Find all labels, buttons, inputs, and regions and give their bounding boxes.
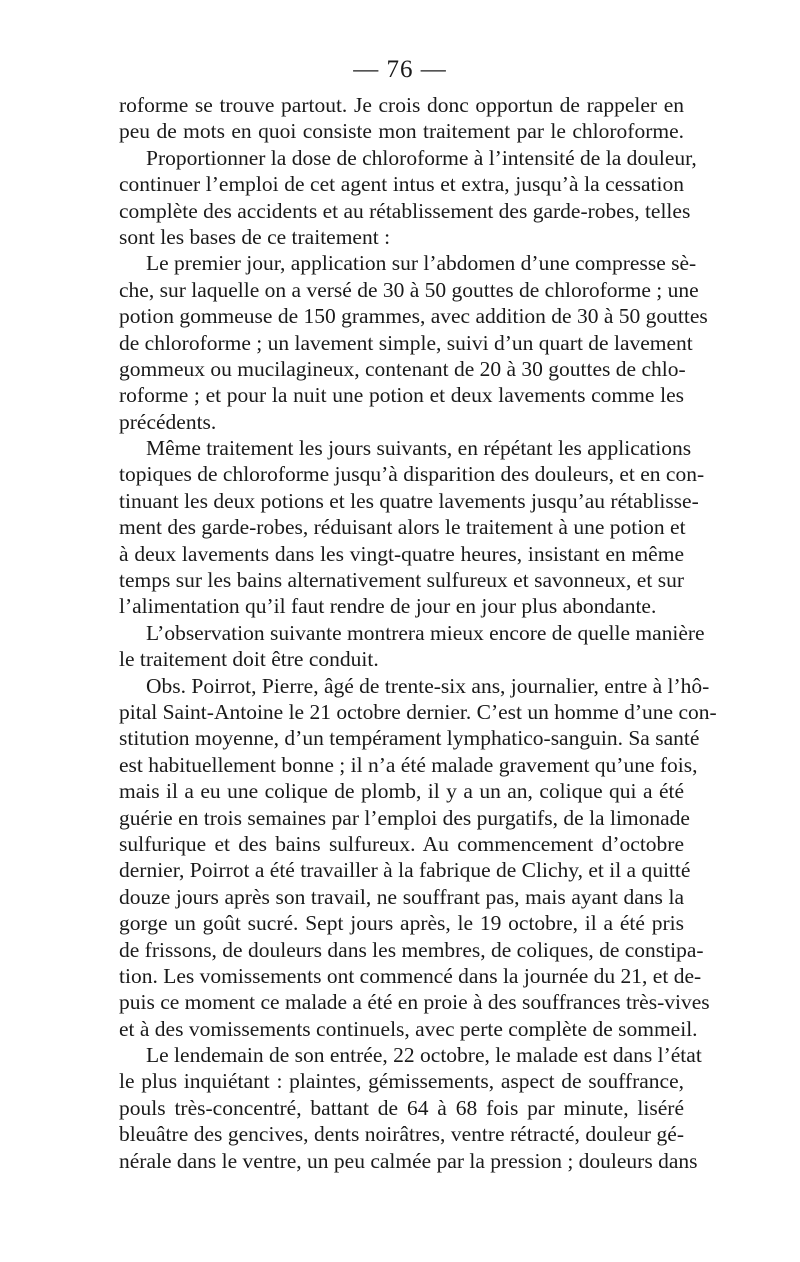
text-line: de chloroforme ; un lavement simple, suivi d’un quart de lavement — [119, 330, 693, 355]
text-line: che, sur laquelle on a versé de 30 à 50 gouttes de chloroforme ; une — [119, 277, 699, 302]
text-line: peu de mots en quoi consiste mon traitement par le chloroforme. — [119, 119, 684, 144]
text-line: pital Saint-Antoine le 21 octobre dernier. C’est un homme d’une con- — [119, 699, 717, 724]
text-line: nérale dans le ventre, un peu calmée par la pression ; douleurs dans — [119, 1148, 698, 1173]
text-line: à deux lavements dans les vingt-quatre heures, insistant en même — [119, 541, 684, 566]
text-line: roforme ; et pour la nuit une potion et deux lavements comme les — [119, 383, 684, 408]
text-line: potion gommeuse de 150 grammes, avec addition de 30 à 50 gouttes — [119, 304, 708, 329]
text-line: Même traitement les jours suivants, en répétant les applications — [146, 436, 692, 461]
text-line: bleuâtre des gencives, dents noirâtres, ventre rétracté, douleur gé- — [119, 1122, 684, 1147]
text-line: dernier, Poirrot a été travailler à la fabrique de Clichy, et il a quitté — [119, 858, 691, 883]
text-line: est habituellement bonne ; il n’a été malade gravement qu’une fois, — [119, 752, 698, 777]
text-line: gommeux ou mucilagineux, contenant de 20 à 30 gouttes de chlo- — [119, 356, 686, 381]
text-line: stitution moyenne, d’un tempérament lymphatico-sanguin. Sa santé — [119, 726, 700, 751]
text-line: topiques de chloroforme jusqu’à disparition des douleurs, et en con- — [119, 462, 705, 487]
text-line: le traitement doit être conduit. — [119, 647, 379, 672]
text-line: sulfurique et des bains sulfureux. Au commencement d’octobre — [119, 831, 684, 856]
text-line: mais il a eu une colique de plomb, il y a un an, colique qui a été — [119, 779, 684, 804]
text-line: Le lendemain de son entrée, 22 octobre, le malade est dans l’état — [146, 1043, 702, 1068]
text-line: l’alimentation qu’il faut rendre de jour en jour plus abondante. — [119, 594, 657, 619]
text-line: gorge un goût sucré. Sept jours après, le 19 octobre, il a été pris — [119, 911, 684, 936]
text-line: puis ce moment ce malade a été en proie à des souffrances très-vives — [119, 990, 710, 1015]
text-line: Obs. Poirrot, Pierre, âgé de trente-six ans, journalier, entre à l’hô- — [146, 673, 710, 698]
text-line: douze jours après son travail, ne souffrant pas, mais ayant dans la — [119, 884, 684, 909]
text-line: complète des accidents et au rétablissement des garde-robes, telles — [119, 198, 691, 223]
text-line: tion. Les vomissements ont commencé dans la journée du 21, et de- — [119, 963, 702, 988]
text-line: précédents. — [119, 409, 217, 434]
text-line: guérie en trois semaines par l’emploi des purgatifs, de la limonade — [119, 805, 690, 830]
text-line: et à des vomissements continuels, avec perte complète de sommeil. — [119, 1016, 698, 1041]
text-line: temps sur les bains alternativement sulfureux et savonneux, et sur — [119, 568, 684, 593]
text-line: continuer l’emploi de cet agent intus et extra, jusqu’à la cessation — [119, 172, 684, 197]
text-line: tinuant les deux potions et les quatre lavements jusqu’au rétablisse- — [119, 488, 699, 513]
text-line: pouls très-concentré, battant de 64 à 68 fois par minute, liséré — [119, 1095, 684, 1120]
text-line: Proportionner la dose de chloroforme à l’intensité de la douleur, — [146, 145, 697, 170]
text-line: ment des garde-robes, réduisant alors le traitement à une potion et — [119, 515, 686, 540]
page-number: — 76 — — [353, 56, 447, 83]
text-line: sont les bases de ce traitement : — [119, 224, 391, 249]
text-line: roforme se trouve partout. Je crois donc opportun de rappeler en — [119, 93, 684, 117]
text-line: le plus inquiétant : plaintes, gémissements, aspect de souffrance, — [119, 1069, 684, 1094]
text-line: Le premier jour, application sur l’abdomen d’une compresse sè- — [146, 251, 697, 276]
text-line: L’observation suivante montrera mieux encore de quelle manière — [146, 620, 705, 645]
body-text — [119, 92, 717, 1174]
text-line: de frissons, de douleurs dans les membres, de coliques, de constipa- — [119, 937, 704, 962]
